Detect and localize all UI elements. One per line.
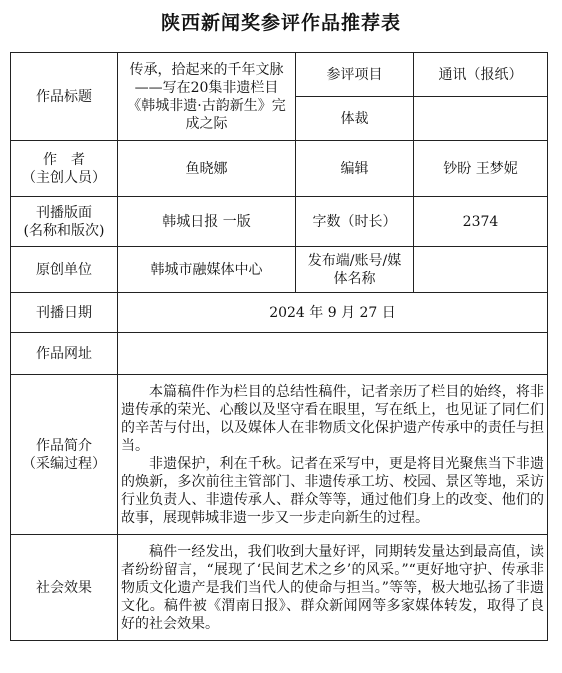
genre-label: 体裁	[296, 97, 414, 141]
summary-paragraph-1: 本篇稿件作为栏目的总结性稿件，记者亲历了栏目的始终，将非遗传承的荣光、心酸以及坚守看在眼里，写在纸上，也见证了同仁们的辛苦与付出，以及媒体人在非物质文化保护遗产传承中的责任与担当。	[121, 383, 544, 454]
author-value: 鱼晓娜	[118, 141, 296, 197]
publish-section-label: 刊播版面 (名称和版次)	[11, 197, 118, 247]
platform-label: 发布端/账号/媒体名称	[296, 247, 414, 293]
word-count-value: 2374	[414, 197, 548, 247]
summary-paragraph-2: 非遗保护，利在千秋。记者在采写中，更是将目光聚焦当下非遗的焕新，多次前往主管部门、非遗传承工坊、校园、景区等地，采访行业负责人、非遗传承人、群众等等，通过他们身上的改变、他们的故事，展现韩城非遗一步又一步走向新生的过程。	[121, 455, 544, 526]
platform-value	[414, 247, 548, 293]
genre-value	[414, 97, 548, 141]
work-title-label: 作品标题	[11, 53, 118, 141]
url-value	[118, 333, 548, 375]
editor-label: 编辑	[296, 141, 414, 197]
editor-value: 钞盼 王梦妮	[414, 141, 548, 197]
origin-label: 原创单位	[11, 247, 118, 293]
work-title-value: 传承，拾起来的千年文脉——写在20集非遗栏目《韩城非遗·古韵新生》完成之际	[118, 53, 296, 141]
summary-text	[118, 375, 548, 535]
url-label: 作品网址	[11, 333, 118, 375]
category-label: 参评项目	[296, 53, 414, 97]
effect-text	[118, 535, 548, 641]
author-label: 作 者 （主创人员）	[11, 141, 118, 197]
publish-date-label: 刊播日期	[11, 293, 118, 333]
publish-date-value: 2024 年 9 月 27 日	[118, 293, 548, 333]
page-title: 陕西新闻奖参评作品推荐表	[160, 12, 401, 34]
effect-paragraph: 稿件一经发出，我们收到大量好评，同期转发量达到最高值，读者纷纷留言，“展现了‘民间艺术之乡’的风采。”“更好地守护、传承非物质文化遗产是我们当代人的使命与担当。”等等，极大地弘扬了非遗文化。稿件被《渭南日报》、群众新闻网等多家媒体转发，取得了良好的社会效果。	[121, 543, 544, 632]
category-value: 通讯（报纸）	[414, 53, 548, 97]
summary-label: 作品简介 （采编过程）	[11, 375, 118, 535]
publish-section-value: 韩城日报 一版	[118, 197, 296, 247]
effect-label: 社会效果	[11, 535, 118, 641]
recommendation-form-table	[10, 52, 548, 641]
origin-value: 韩城市融媒体中心	[118, 247, 296, 293]
word-count-label: 字数（时长）	[296, 197, 414, 247]
